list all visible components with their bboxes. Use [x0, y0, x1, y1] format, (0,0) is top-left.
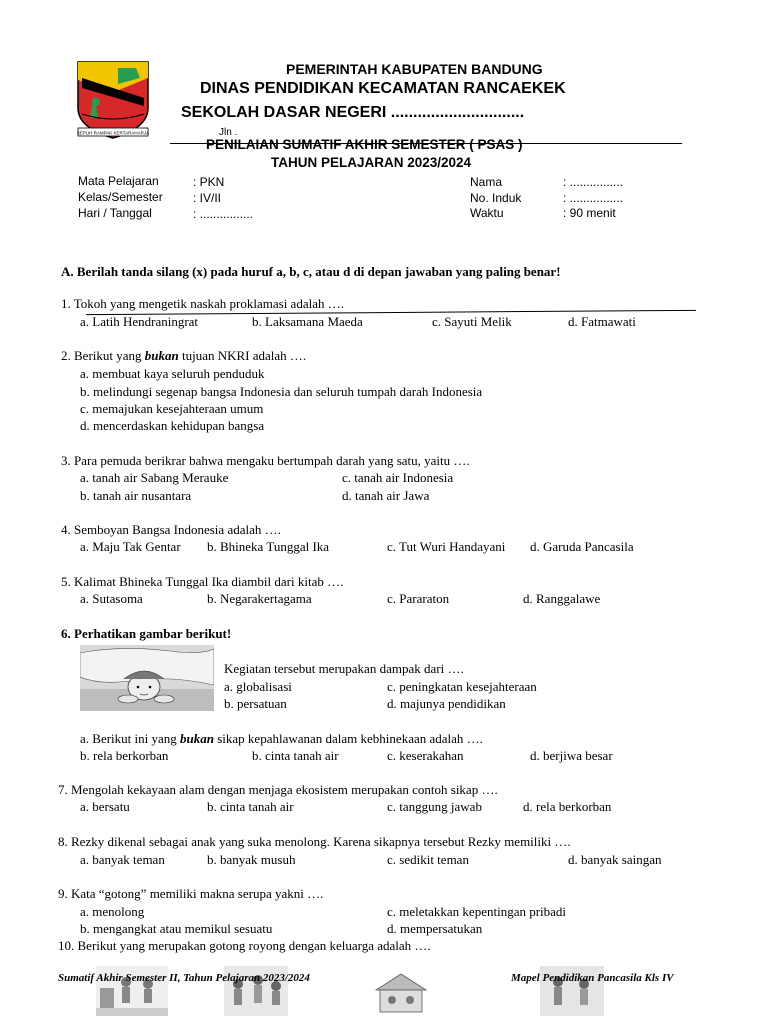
question-5-option-a: a. Sutasoma	[80, 591, 143, 606]
info-value-subject: : PKN	[193, 175, 225, 189]
info-value-id: : ................	[563, 191, 624, 205]
question-6b-option-b: b. cinta tanah air	[252, 748, 339, 763]
question-1-option-d: d. Fatmawati	[568, 314, 636, 329]
question-2-option-b: b. melindungi segenap bangsa Indonesia dan seluruh tumpah darah Indonesia	[80, 384, 483, 399]
info-value-name: : ................	[563, 175, 624, 189]
question-3-option-d: d. tanah air Jawa	[342, 488, 430, 503]
info-label-date: Hari / Tanggal	[78, 206, 152, 220]
question-5-option-d: d. Ranggalawe	[523, 591, 601, 606]
exam-year: TAHUN PELAJARAN 2023/2024	[271, 155, 472, 170]
question-3-text: 3. Para pemuda berikrar bahwa mengaku bertumpah darah yang satu, yaitu ….	[61, 453, 470, 468]
question-6-option-a: a. globalisasi	[224, 679, 292, 694]
question-6-illustration	[80, 645, 214, 711]
question-2-option-a: a. membuat kaya seluruh penduduk	[80, 366, 265, 381]
question-5-option-c: c. Pararaton	[387, 591, 450, 606]
question-3-option-a: a. tanah air Sabang Merauke	[80, 470, 229, 485]
footer-left-text: Sumatif Akhir Semester II, Tahun Pelajaran 2023/2024	[58, 972, 310, 984]
question-4-option-b: b. Bhineka Tunggal Ika	[207, 539, 330, 554]
question-4-text: 4. Semboyan Bangsa Indonesia adalah ….	[61, 522, 281, 537]
question-7-text: 7. Mengolah kekayaan alam dengan menjaga ekosistem merupakan contoh sikap ….	[58, 782, 498, 797]
question-6b-option-d: d. berjiwa besar	[530, 748, 613, 763]
question-7-option-c: c. tanggung jawab	[387, 799, 482, 814]
question-5-option-b: b. Negarakertagama	[207, 591, 312, 606]
question-4-option-a: a. Maju Tak Gentar	[80, 539, 181, 554]
question-6-option-b: b. persatuan	[224, 696, 287, 711]
question-8-option-d: d. banyak saingan	[568, 852, 662, 867]
instruction-text: A. Berilah tanda silang (x) pada huruf a, b, c, atau d di depan jawaban yang paling benar!	[61, 264, 561, 279]
question-6-text: 6. Perhatikan gambar berikut!	[61, 626, 232, 641]
question-6b-option-c: c. keserakahan	[387, 748, 464, 763]
svg-text:SEPUH RAMPAK KERTARAHARJA: SEPUH RAMPAK KERTARAHARJA	[76, 130, 150, 136]
question-6-option-d: d. majunya pendidikan	[387, 696, 506, 711]
question-3-option-b: b. tanah air nusantara	[80, 488, 192, 503]
info-value-time: : 90 menit	[563, 206, 616, 220]
question-1-text: 1. Tokoh yang mengetik naskah proklamasi adalah ….	[61, 296, 344, 311]
question-7-option-d: d. rela berkorban	[523, 799, 612, 814]
question-10-text: 10. Berikut yang merupakan gotong royong dengan keluarga adalah ….	[58, 938, 431, 953]
question-1-option-b: b. Laksamana Maeda	[252, 314, 363, 329]
question-8-option-b: b. banyak musuh	[207, 852, 296, 867]
question-7-option-a: a. bersatu	[80, 799, 130, 814]
question-9-option-a: a. menolong	[80, 904, 145, 919]
info-label-subject: Mata Pelajaran	[78, 174, 159, 188]
question-9-option-c: c. meletakkan kepentingan pribadi	[387, 904, 567, 919]
question-6-option-c: c. peningkatan kesejahteraan	[387, 679, 537, 694]
question-8-option-c: c. sedikit teman	[387, 852, 469, 867]
question-8-text: 8. Rezky dikenal sebagai anak yang suka menolong. Karena sikapnya tersebut Rezky memiliki ….	[58, 834, 571, 849]
info-label-id: No. Induk	[470, 191, 522, 205]
question-1-option-a: a. Latih Hendraningrat	[80, 314, 199, 329]
question-4-option-c: c. Tut Wuri Handayani	[387, 539, 506, 554]
question-4-option-d: d. Garuda Pancasila	[530, 539, 634, 554]
question-6b-text: a. Berikut ini yang bukan sikap kepahlawanan dalam kebhinekaan adalah ….	[80, 731, 483, 746]
header-line-school: SEKOLAH DASAR NEGERI ..............................	[181, 104, 525, 121]
footer-illustration-3	[372, 970, 430, 1016]
header-address: Jln .	[219, 127, 238, 138]
question-5-text: 5. Kalimat Bhineka Tunggal Ika diambil dari kitab ….	[61, 574, 344, 589]
question-1-option-c: c. Sayuti Melik	[432, 314, 512, 329]
header-line-agency: DINAS PENDIDIKAN KECAMATAN RANCAEKEK	[200, 80, 566, 97]
footer-right-text: Mapel Pendidikan Pancasila Kls IV	[511, 972, 674, 984]
question-3-option-c: c. tanah air Indonesia	[342, 470, 454, 485]
info-value-class: : IV/II	[193, 191, 222, 205]
question-9-text: 9. Kata “gotong” memiliki makna serupa yakni ….	[58, 886, 324, 901]
question-9-option-d: d. mempersatukan	[387, 921, 483, 936]
info-label-class: Kelas/Semester	[78, 190, 163, 204]
info-value-date: : ................	[193, 207, 254, 221]
question-9-option-b: b. mengangkat atau memikul sesuatu	[80, 921, 273, 936]
info-label-name: Nama	[470, 175, 503, 189]
question-7-option-b: b. cinta tanah air	[207, 799, 294, 814]
question-6-stem: Kegiatan tersebut merupakan dampak dari ….	[224, 661, 464, 676]
question-2-text: 2. Berikut yang bukan tujuan NKRI adalah ….	[61, 348, 307, 363]
question-8-option-a: a. banyak teman	[80, 852, 165, 867]
exam-title: PENILAIAN SUMATIF AKHIR SEMESTER ( PSAS )	[206, 137, 523, 152]
question-2-option-d: d. mencerdaskan kehidupan bangsa	[80, 418, 265, 433]
header-line-government: PEMERINTAH KABUPATEN BANDUNG	[286, 61, 543, 77]
info-label-time: Waktu	[470, 206, 504, 220]
question-6b-option-a: b. rela berkorban	[80, 748, 169, 763]
question-2-option-c: c. memajukan kesejahteraan umum	[80, 401, 264, 416]
regency-logo	[74, 58, 152, 142]
